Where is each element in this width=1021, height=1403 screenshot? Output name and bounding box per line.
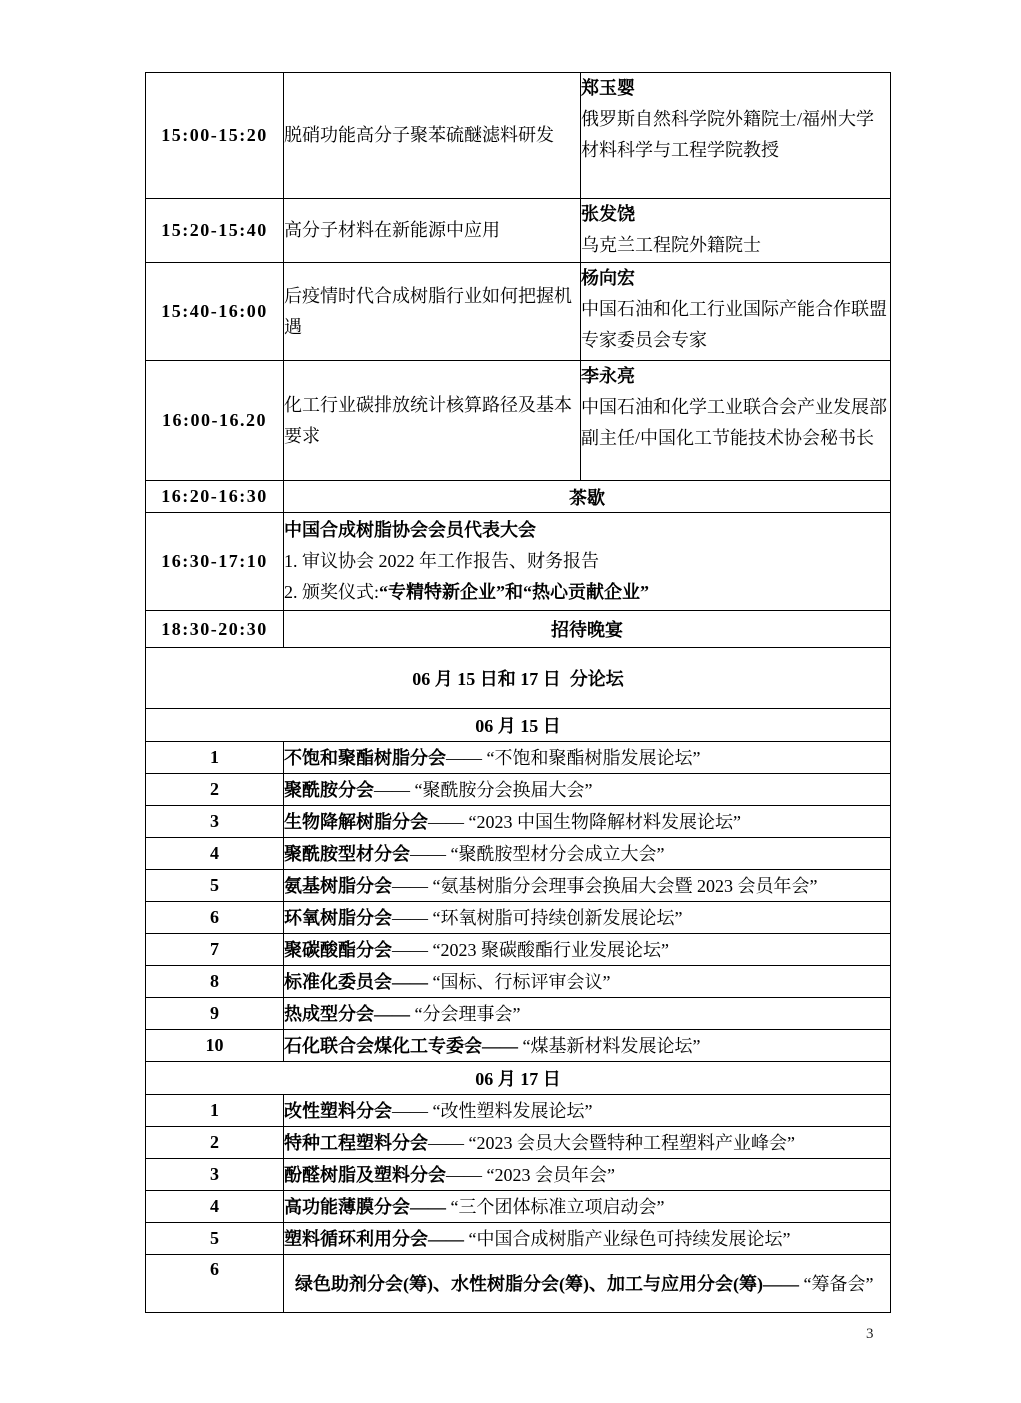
forum-row [146, 838, 891, 870]
session-title-cell: 高分子材料在新能源中应用 [284, 199, 581, 263]
forum-branch: 生物降解树脂分会 [284, 811, 428, 832]
forum-event: —— “2023 会员大会暨特种工程塑料产业峰会” [428, 1132, 795, 1153]
tea-break-row [146, 481, 891, 513]
speaker-affiliation: 中国石油和化工行业国际产能合作联盟专家委员会专家 [581, 299, 887, 350]
forum-branch: 塑料循环利用分会—— [284, 1228, 464, 1249]
speaker-cell [581, 199, 891, 263]
forum-event: —— “聚酰胺型材分会成立大会” [410, 843, 665, 864]
speaker-cell [581, 263, 891, 361]
forum-title-cell [284, 1255, 891, 1313]
forum-row [146, 934, 891, 966]
forum-title-cell [284, 902, 891, 934]
forum-row [146, 870, 891, 902]
forum-title-cell [284, 838, 891, 870]
assembly-title: 中国合成树脂协会会员代表大会 [284, 520, 536, 540]
day1-header-row [146, 709, 891, 742]
time-cell: 16:00-16.20 [146, 361, 284, 481]
time-cell: 15:40-16:00 [146, 263, 284, 361]
assembly-item-1: 1. 审议协会 2022 年工作报告、财务报告 [284, 551, 599, 571]
forum-title-cell [284, 966, 891, 998]
forum-branch: 改性塑料分会 [284, 1100, 392, 1121]
forum-title-cell [284, 1223, 891, 1255]
forum-title-cell [284, 998, 891, 1030]
forum-event: —— “氨基树脂分会理事会换届大会暨 2023 会员年会” [392, 875, 818, 896]
speaker-name: 张发饶 [581, 204, 635, 224]
time-cell: 16:30-17:10 [146, 513, 284, 611]
forum-row [146, 1095, 891, 1127]
speaker-affiliation: 乌克兰工程院外籍院士 [581, 235, 761, 255]
session-row [146, 361, 891, 481]
forum-number: 7 [146, 934, 284, 966]
forum-number: 9 [146, 998, 284, 1030]
tea-break-label: 茶歇 [284, 481, 891, 513]
forum-title-cell [284, 1191, 891, 1223]
forum-row [146, 1030, 891, 1062]
assembly-item-2-prefix: 2. 颁奖仪式: [284, 582, 380, 602]
forum-number: 1 [146, 742, 284, 774]
speaker-name: 郑玉婴 [581, 78, 635, 98]
forum-title-cell [284, 1095, 891, 1127]
forum-title-cell [284, 1159, 891, 1191]
banquet-label: 招待晚宴 [284, 611, 891, 648]
forum-number: 8 [146, 966, 284, 998]
forum-row [146, 1191, 891, 1223]
forum-row [146, 1159, 891, 1191]
forum-row [146, 1255, 891, 1313]
forum-number: 6 [146, 902, 284, 934]
banquet-row [146, 611, 891, 648]
speaker-name: 杨向宏 [581, 268, 635, 288]
forum-number: 1 [146, 1095, 284, 1127]
forum-row [146, 966, 891, 998]
forum-event: “中国合成树脂产业绿色可持续发展论坛” [464, 1228, 791, 1249]
forum-row [146, 902, 891, 934]
forum-row [146, 806, 891, 838]
forum-event: “筹备会” [798, 1273, 874, 1294]
forum-event: “三个团体标准立项启动会” [446, 1196, 665, 1217]
forum-branch: 高功能薄膜分会—— [284, 1196, 446, 1217]
speaker-affiliation: 俄罗斯自然科学院外籍院士/福州大学材料科学与工程学院教授 [581, 109, 874, 160]
speaker-cell [581, 73, 891, 199]
page-number: 3 [866, 1326, 874, 1342]
session-row [146, 199, 891, 263]
forum-event: —— “聚酰胺分会换届大会” [374, 779, 593, 800]
forum-event: “分会理事会” [410, 1003, 521, 1024]
forum-branch: 石化联合会煤化工专委会—— [284, 1035, 518, 1056]
forum-row [146, 1127, 891, 1159]
session-title-cell: 脱硝功能高分子聚苯硫醚滤料研发 [284, 73, 581, 199]
forum-number: 10 [146, 1030, 284, 1062]
time-cell: 15:00-15:20 [146, 73, 284, 199]
day2-header-row [146, 1062, 891, 1095]
forum-title-cell [284, 870, 891, 902]
forum-title-cell [284, 774, 891, 806]
speaker-cell [581, 361, 891, 481]
forum-branch: 绿色助剂分会(筹)、水性树脂分会(筹)、加工与应用分会(筹)—— [295, 1273, 799, 1294]
forum-event: “煤基新材料发展论坛” [518, 1035, 701, 1056]
forum-branch: 环氧树脂分会 [284, 907, 392, 928]
forum-title-cell [284, 1030, 891, 1062]
forum-number: 5 [146, 870, 284, 902]
forum-number: 4 [146, 1191, 284, 1223]
forums-header-row [146, 648, 891, 709]
time-cell: 16:20-16:30 [146, 481, 284, 513]
assembly-row [146, 513, 891, 611]
session-title-cell: 后疫情时代合成树脂行业如何把握机遇 [284, 263, 581, 361]
day2-header: 06 月 17 日 [146, 1062, 891, 1095]
forum-event: —— “2023 中国生物降解材料发展论坛” [428, 811, 741, 832]
forum-event: —— “2023 会员年会” [446, 1164, 615, 1185]
forum-event: “国标、行标评审会议” [428, 971, 611, 992]
forums-header: 06 月 15 日和 17 日 分论坛 [146, 648, 891, 709]
forum-branch: 聚碳酸酯分会 [284, 939, 392, 960]
forum-number: 2 [146, 774, 284, 806]
forum-event: —— “2023 聚碳酸酯行业发展论坛” [392, 939, 669, 960]
forum-title-cell [284, 742, 891, 774]
forum-number: 6 [146, 1255, 284, 1313]
forum-number: 3 [146, 1159, 284, 1191]
forum-branch: 特种工程塑料分会 [284, 1132, 428, 1153]
session-title-cell: 化工行业碳排放统计核算路径及基本要求 [284, 361, 581, 481]
session-row [146, 73, 891, 199]
agenda-table [145, 72, 891, 1313]
speaker-affiliation: 中国石油和化学工业联合会产业发展部副主任/中国化工节能技术协会秘书长 [581, 397, 887, 448]
assembly-cell [284, 513, 891, 611]
forum-branch: 热成型分会—— [284, 1003, 410, 1024]
forum-title-cell [284, 806, 891, 838]
forum-number: 2 [146, 1127, 284, 1159]
day1-header: 06 月 15 日 [146, 709, 891, 742]
forum-row [146, 1223, 891, 1255]
forum-branch: 聚酰胺分会 [284, 779, 374, 800]
time-cell: 18:30-20:30 [146, 611, 284, 648]
forum-branch: 氨基树脂分会 [284, 875, 392, 896]
forum-title-cell [284, 934, 891, 966]
forum-title-cell [284, 1127, 891, 1159]
forum-number: 3 [146, 806, 284, 838]
forum-number: 5 [146, 1223, 284, 1255]
assembly-item-2-awards: “专精特新企业”和“热心贡献企业” [379, 582, 650, 602]
session-row [146, 263, 891, 361]
forum-event: —— “不饱和聚酯树脂发展论坛” [446, 747, 701, 768]
forum-branch: 聚酰胺型材分会 [284, 843, 410, 864]
forum-row [146, 998, 891, 1030]
forum-row [146, 742, 891, 774]
forum-number: 4 [146, 838, 284, 870]
forum-branch: 不饱和聚酯树脂分会 [284, 747, 446, 768]
assembly-item-2 [284, 577, 890, 608]
time-cell: 15:20-15:40 [146, 199, 284, 263]
forum-branch: 酚醛树脂及塑料分会 [284, 1164, 446, 1185]
forum-event: —— “环氧树脂可持续创新发展论坛” [392, 907, 683, 928]
forum-branch: 标准化委员会—— [284, 971, 428, 992]
forum-event: —— “改性塑料发展论坛” [392, 1100, 593, 1121]
speaker-name: 李永亮 [581, 366, 635, 386]
forum-row [146, 774, 891, 806]
